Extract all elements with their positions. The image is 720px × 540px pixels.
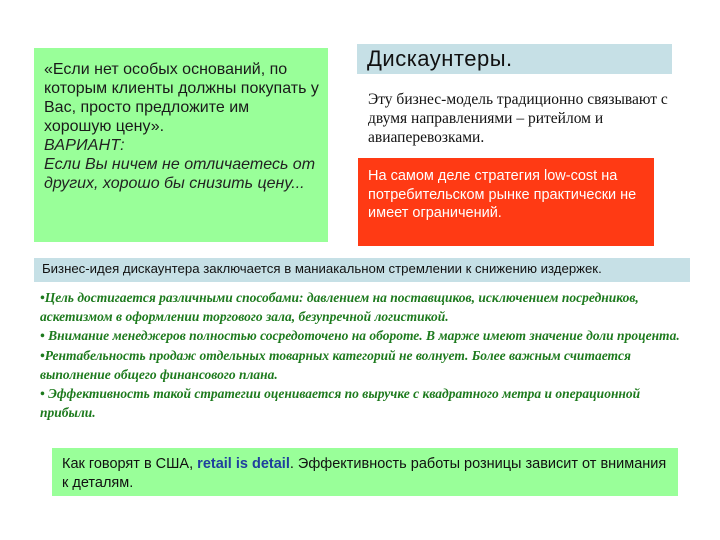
quote-text: «Если нет особых оснований, по которым клиенты должны покупать у Вас, просто предложите им хорошую цену».: [44, 61, 319, 135]
idea-banner: Бизнес-идея дискаунтера заключается в маниакальном стремлении к снижению издержек.: [34, 258, 690, 282]
bullet-item: •Цель достигается различными способами: давлением на поставщиков, исключением посредников, аскетизмом в оформлении торгового зала, безупречной логистикой.: [40, 290, 639, 325]
slide-title: Дискаунтеры.: [357, 44, 672, 74]
lowcost-callout: На самом деле стратегия low-cost на потребительском рынке практически не имеет ограничений.: [358, 158, 654, 246]
variant-text: Если Вы ничем не отличаетесь от других, хорошо бы снизить цену...: [44, 156, 316, 192]
quote-box: [34, 48, 328, 242]
variant-label: ВАРИАНТ:: [44, 137, 125, 154]
bullet-list: [40, 288, 690, 422]
retail-detail-box: [52, 448, 678, 496]
footer-suffix: . Эффективность работы розницы зависит от внимания к деталям.: [62, 456, 667, 491]
bullet-item: •Рентабельность продаж отдельных товарных категорий не волнует. Более важным считается выполнение общего финансового плана.: [40, 347, 631, 382]
footer-prefix: Как говорят в США,: [62, 456, 198, 472]
retail-is-detail-highlight: retail is detail: [197, 456, 290, 472]
bullet-item: • Эффективность такой стратегии оценивается по выручке с квадратного метра и операционной прибыли.: [40, 386, 641, 421]
bullet-item: • Внимание менеджеров полностью сосредоточено на обороте. В марже имеют значение доли процента.: [40, 328, 680, 344]
intro-text: Эту бизнес-модель традиционно связывают с двумя направлениями – ритейлом и авиаперевозками.: [368, 91, 668, 146]
